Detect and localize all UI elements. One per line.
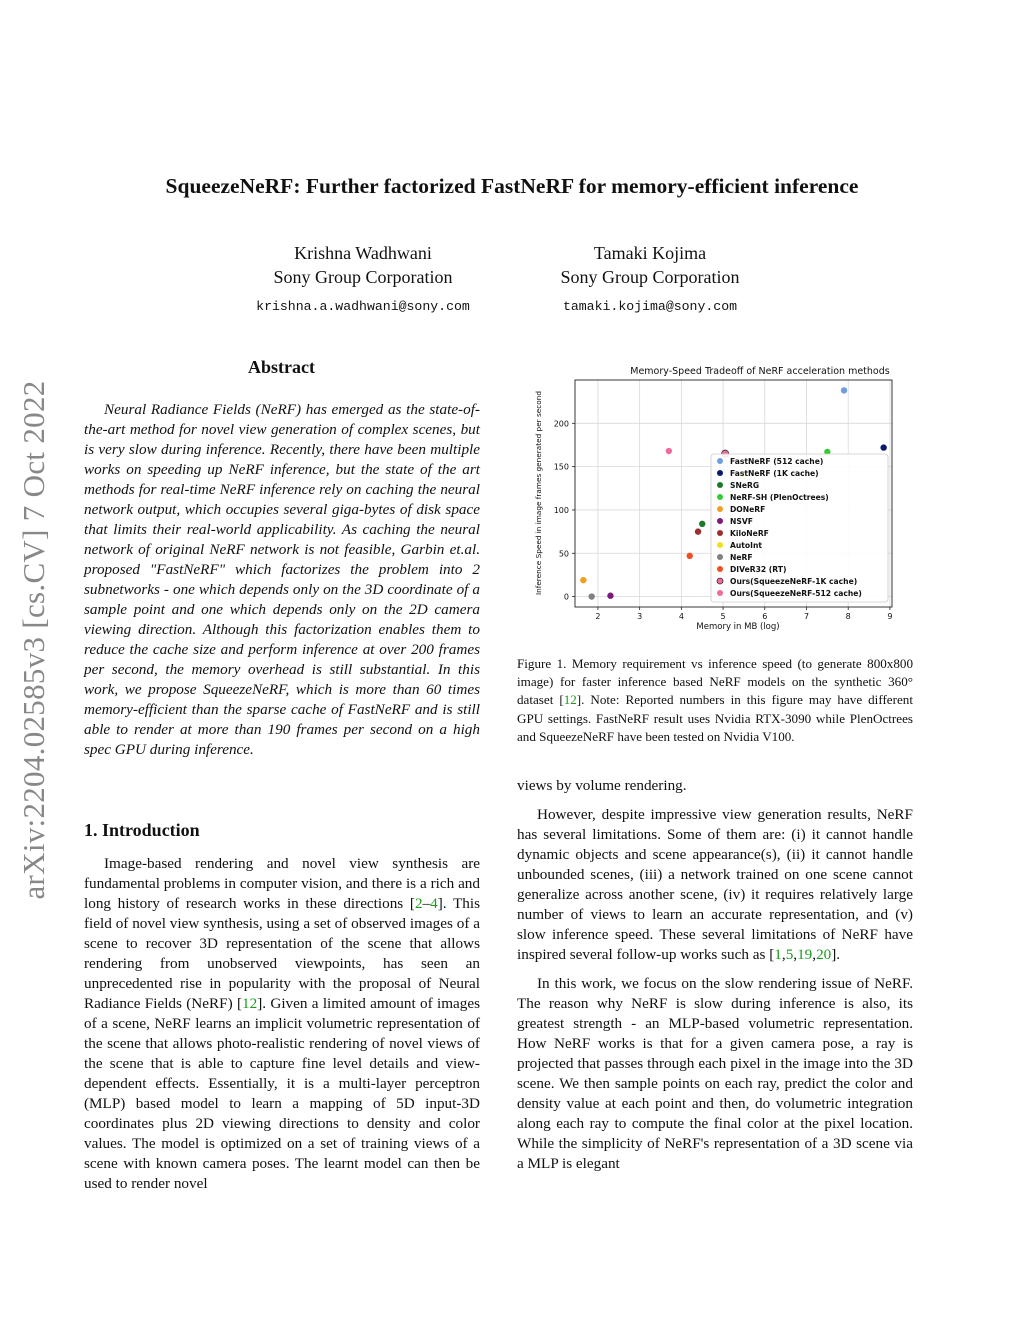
figure-1-caption: Figure 1. Memory requirement vs inference speed (to generate 800x800 image) for faster inference based NeRF models on the synthetic 360° dataset [12]. Note: Reported numbers in this figure may have different GPU settings. FastNeRF result uses Nvidia RTX-3090 while PlenOctrees and SqueezeNeRF have been tested on Nvidia V100. [517,656,913,744]
author-email[interactable]: tamaki.kojima@sony.com [562,299,738,314]
x-tick-label: 5 [720,612,726,621]
data-point [841,387,847,393]
data-point [695,528,701,534]
legend-label: NSVF [730,517,753,526]
y-tick-label: 150 [553,462,569,472]
legend-label: NeRF-SH (PlenOctrees) [730,493,829,502]
author-email[interactable]: krishna.a.wadhwani@sony.com [256,299,470,314]
legend-label: NeRF [730,553,753,562]
arxiv-identifier: arXiv:2204.02585v3 [cs.CV] 7 Oct 2022 [16,380,51,900]
legend-label: KiloNeRF [730,529,769,538]
introduction-body [84,854,480,1194]
legend-marker [717,518,723,524]
legend-label: FastNeRF (512 cache) [730,457,824,466]
legend-label: DIVeR32 (RT) [730,565,787,574]
legend-marker [717,542,723,548]
x-tick-label: 7 [803,612,810,621]
author-affiliation: Sony Group Corporation [273,267,453,287]
citation-link[interactable]: 12 [563,692,577,708]
x-tick-label: 2 [595,612,601,621]
figure-1-chart [528,360,900,638]
legend-label: DONeRF [730,505,766,514]
author-affiliation: Sony Group Corporation [560,267,740,287]
author-block-2 [530,241,770,319]
x-tick-label: 6 [762,612,768,621]
legend-marker [717,494,723,500]
y-axis-label: Inference Speed in image frames generated per second [534,390,543,596]
chart-legend [711,454,888,602]
focus-paragraph: In this work, we focus on the slow rendering issue of NeRF. The reason why NeRF is slow during inference is also, its greatest strength - an MLP-based volumetric representation. How NeRF works is that for a given camera pose, a ray is projected that passes through each pixel in the image into the 3D scene. We then sample points on each ray, predict the color and density value at each point and then, do volumetric integration along each ray to compute the final color at the pixel location. While the simplicity of NeRF's representation of a 3D scene via a MLP is elegant [517,975,913,1172]
paper-title: SqueezeNeRF: Further factorized FastNeRF for memory-efficient inference [165,174,859,198]
citation-link[interactable]: 12 [242,995,258,1012]
legend-marker [717,506,723,512]
legend-marker [717,530,723,536]
citation-link[interactable]: 5 [785,946,794,963]
y-tick-label: 50 [558,549,569,559]
legend-marker [717,470,723,476]
legend-label: Ours(SqueezeNeRF-1K cache) [730,577,858,586]
citation-link[interactable]: 1 [774,946,782,963]
chart-title: Memory-Speed Tradeoff of NeRF acceleration methods [630,366,890,377]
x-tick-label: 8 [845,612,851,621]
author-block-1 [238,241,488,319]
author-name: Krishna Wadhwani [294,243,432,263]
legend-label: AutoInt [730,541,762,550]
abstract-text [84,400,480,760]
data-point [666,448,672,454]
citation-link[interactable]: 19 [797,946,813,963]
right-column-body [517,776,913,1174]
limitations-paragraph: However, despite impressive view generation results, NeRF has several limitations. Some of them are: (i) it cannot handle dynamic objects and scene appearance(s), (ii) it cannot handle unbounded scenes, (iii) a network trained on one scene cannot generalize across another scene, (iv) it requires relatively large number of views to learn an accurate representation, and (v) slow inference speed. These several limitations of NeRF have inspired several follow-up works such as [1,5,19,20]. [517,806,913,963]
legend-label: FastNeRF (1K cache) [730,469,819,478]
citation-link[interactable]: 2 [414,895,423,912]
legend-marker [717,458,723,464]
legend-marker [717,590,723,596]
legend-marker [717,566,723,572]
legend-marker [717,482,723,488]
legend-label: SNeRG [730,481,760,490]
abstract-paragraph: Neural Radiance Fields (NeRF) has emerged as the state-of-the-art method for novel view generation of complex scenes, but is very slow during inference. Recently, there have been multiple works on speeding up NeRF inference, but the state of the art methods for real-time NeRF inference rely on caching the neural network output, which occupies several giga-bytes of disk space that limits their real-world applicability. As caching the neural network of original NeRF network is not feasible, Garbin et.al. proposed "FastNeRF" which factorizes the problem into 2 subnetworks - one which depends only on the 3D coordinate of a sample point and one which depends only on the 2D camera viewing direction. Although this factorization enables them to reduce the cache size and perform inference at over 200 frames per second, the memory overhead is still substantial. In this work, we propose SqueezeNeRF, which is more than 60 times memory-efficient than the sparse cache of FastNeRF and is still able to render at more than 190 frames per second on a high spec GPU during inference. [84,401,480,758]
x-axis-label: Memory in MB (log) [696,622,780,632]
introduction-paragraph: Image-based rendering and novel view synthesis are fundamental problems in computer vision, and there is a rich and long history of research works in these directions [2–4]. This field of novel view synthesis, using a set of observed images of a scene to recover 3D representation of the scene that allows rendering from unobserved viewpoints, has seen an unprecedented rise in popularity with the proposal of Neural Radiance Fields (NeRF) [12]. Given a limited amount of images of a scene, NeRF learns an implicit volumetric representation of the scene that allows photo-realistic rendering of novel views of the scene that is able to capture fine level details and view-dependent effects. Essentially, it is a multi-layer perceptron (MLP) based model to learn a mapping of 5D input-3D coordinates plus 2D viewing directions to density and color values. The model is optimized on a set of training views of a scene with known camera poses. The learnt model can then be used to render novel [84,855,480,1192]
y-tick-label: 200 [553,419,569,429]
legend-label: Ours(SqueezeNeRF-512 cache) [730,589,862,598]
x-tick-label: 3 [637,612,643,621]
data-point [588,593,594,599]
x-tick-label: 9 [887,612,893,621]
introduction-heading: 1. Introduction [84,820,200,840]
citation-link[interactable]: 4 [430,895,438,912]
data-point [880,444,886,450]
continuation-paragraph: views by volume rendering. [517,777,687,794]
data-point [687,553,693,559]
author-name: Tamaki Kojima [593,243,707,263]
y-tick-label: 100 [553,505,569,515]
y-tick-label: 0 [563,592,569,602]
legend-marker [717,554,723,560]
data-point [607,593,613,599]
x-tick-label: 4 [678,612,684,621]
citation-link[interactable]: 20 [816,946,832,963]
legend-marker [717,578,723,584]
data-point [580,577,586,583]
data-point [699,521,705,527]
abstract-heading: Abstract [248,357,315,377]
